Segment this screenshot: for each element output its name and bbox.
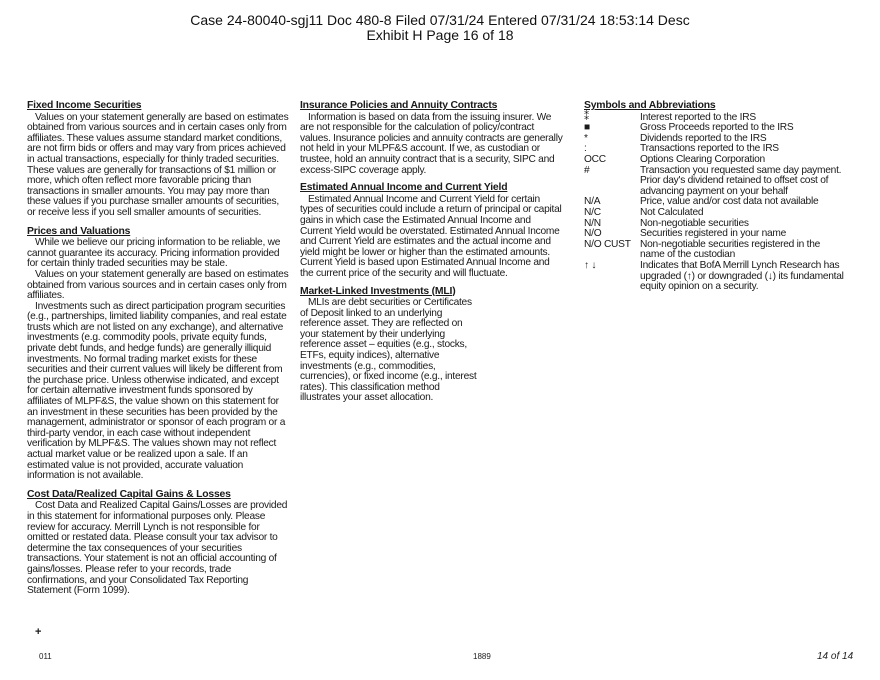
- symbol-definition: Transactions reported to the IRS: [640, 143, 779, 155]
- symbol-code: ■: [584, 122, 590, 134]
- exhibit-header-line: Exhibit H Page 16 of 18: [366, 27, 514, 43]
- symbol-code: N/A: [584, 196, 601, 208]
- symbol-code: #: [584, 164, 590, 176]
- cost-data-heading: Cost Data/Realized Capital Gains & Losses: [27, 488, 231, 500]
- symbol-definition: Gross Proceeds reported to the IRS: [640, 122, 794, 134]
- symbol-code: ↑ ↓: [584, 259, 597, 271]
- column-left: [27, 101, 289, 597]
- symbol-code: *: [584, 132, 588, 144]
- symbol-definition: Indicates that BofA Merrill Lynch Research has upgraded (↑) or downgraded (↓) its fundamental equity opinion on a security.: [640, 259, 844, 293]
- plus-mark: +: [35, 626, 42, 638]
- symbols-list: [584, 113, 846, 293]
- symbol-row: [584, 240, 846, 261]
- prices-text-1: While we believe our pricing information to be reliable, we cannot guarantee its accuracy. Pricing information provided for certain thinly traded securities may be stale.: [27, 237, 281, 270]
- mli-text: MLIs are debt securities or Certificates of Deposit linked to an underlying reference asset. They are reflected on your statement by their underlying reference asset – equities (e.g., stocks, ETFs, equity indices), alternative investments (e.g., commodities, currencies), or fixed income (e.g., interest rates). This classification method illustrates your asset allocation.: [300, 297, 477, 404]
- symbol-definition: Securities registered in your name: [640, 228, 787, 240]
- symbol-row: [584, 166, 846, 198]
- symbol-row: [584, 208, 846, 219]
- estimated-income-heading: Estimated Annual Income and Current Yield: [300, 182, 508, 194]
- symbol-definition: Not Calculated: [640, 206, 704, 218]
- prices-text-3: Investments such as direct participation program securities (e.g., partnerships, limited liability companies, and real estate trusts which are not listed on any exchange), and alternative investments (e.g. commodity pools, private equity funds, private debt funds, and hedge funds) are generally illiquid investments. No formal trading market exists for these securities and their current values will likely be different from the purchase price. Unless otherwise indicated, and except for certain alternative investment funds sponsored by affiliates of MLPF&S, the value shown on this statement for an investment in these securities has been provided by the management, administrator or sponsor of each program or a third-party vendor, in each case without independent verification by MLPF&S. The values shown may not reflect actual market value or be realized upon a sale. If an estimated value is not provided, accurate valuation information is not available.: [27, 300, 287, 482]
- symbol-definition: Dividends reported to the IRS: [640, 132, 767, 144]
- prices-valuations-heading: Prices and Valuations: [27, 225, 131, 237]
- symbol-code: N/O: [584, 228, 602, 240]
- symbol-code: N/O CUST: [584, 238, 631, 250]
- case-header-line: Case 24-80040-sgj11 Doc 480-8 Filed 07/31/24 Entered 07/31/24 18:53:14 Desc: [190, 12, 690, 28]
- symbol-code: N/C: [584, 206, 601, 218]
- symbol-definition: Non-negotiable securities: [640, 217, 749, 229]
- footer-center-code: 1889: [473, 652, 491, 661]
- symbol-definition: Price, value and/or cost data not available: [640, 196, 819, 208]
- symbol-code: ⁑: [584, 111, 589, 123]
- footer-page-count: 14 of 14: [817, 651, 854, 662]
- cost-data-text: Cost Data and Realized Capital Gains/Losses are provided in this statement for informational purposes only. Please review for accuracy. Merrill Lynch is not responsible for omitted or restated data. Please consult your tax advisor to determine the tax consequences of your securities transactions. Your statement is not an official accounting of gains/losses. Please refer to your records, trade confirmations, and your Consolidated Tax Reporting Statement (Form 1099).: [27, 500, 288, 597]
- prices-text-2: Values on your statement generally are based on estimates obtained from various sources and in certain cases only from affiliates.: [27, 268, 289, 302]
- symbol-row: [584, 155, 846, 166]
- symbol-definition: Interest reported to the IRS: [640, 111, 756, 123]
- fixed-income-heading: Fixed Income Securities: [27, 100, 142, 111]
- symbol-code: OCC: [584, 153, 606, 165]
- estimated-income-text: Estimated Annual Income and Current Yield for certain types of securities could include a return of principal or capital gains in which case the Estimated Annual Income and Current Yield would be overstated. Estimated Annual Income and Current Yield are estimates and the actual income and yield might be lower or higher than the estimated amounts. Current Yield is based upon Estimated Annual Income and the current price of the security and will fluctuate.: [300, 193, 562, 279]
- symbol-code: N/N: [584, 217, 601, 229]
- symbol-row: [584, 261, 846, 293]
- mli-heading: Market-Linked Investments (MLI): [300, 285, 456, 297]
- insurance-heading: Insurance Policies and Annuity Contracts: [300, 100, 498, 111]
- footer-left-code: 011: [39, 652, 52, 661]
- symbol-definition: Transaction you requested same day payment. Prior day's dividend retained to offset cost of advancing payment on your behalf: [640, 164, 842, 197]
- fixed-income-text: Values on your statement generally are based on estimates obtained from various sources and in certain cases only from affiliates. These values assume standard market conditions, are not firm bids or offers and may vary from prices achieved in actual transactions, especially for thinly traded securities. These values are generally for transactions of $1 million or more, which often reflect more favorable pricing than transactions in smaller amounts. You may pay more than these values if you purchase smaller amounts of securities, or receive less if you sell smaller amounts of securities.: [27, 111, 289, 218]
- symbol-code: :: [584, 143, 587, 155]
- symbols-heading: Symbols and Abbreviations: [584, 100, 716, 111]
- symbol-definition: Non-negotiable securities registered in the name of the custodian: [640, 238, 821, 261]
- column-right: [584, 101, 846, 293]
- symbol-row: [584, 197, 846, 208]
- insurance-text: Information is based on data from the issuing insurer. We are not responsible for the calculation of policy/contract values. Insurance policies and annuity contracts are generally not held in your MLPF&S account. If we, as custodian or trustee, hold an annuity contract that is a security, SIPC and excess-SIPC coverage apply.: [300, 111, 563, 176]
- column-middle: [300, 101, 563, 404]
- symbol-definition: Options Clearing Corporation: [640, 153, 765, 165]
